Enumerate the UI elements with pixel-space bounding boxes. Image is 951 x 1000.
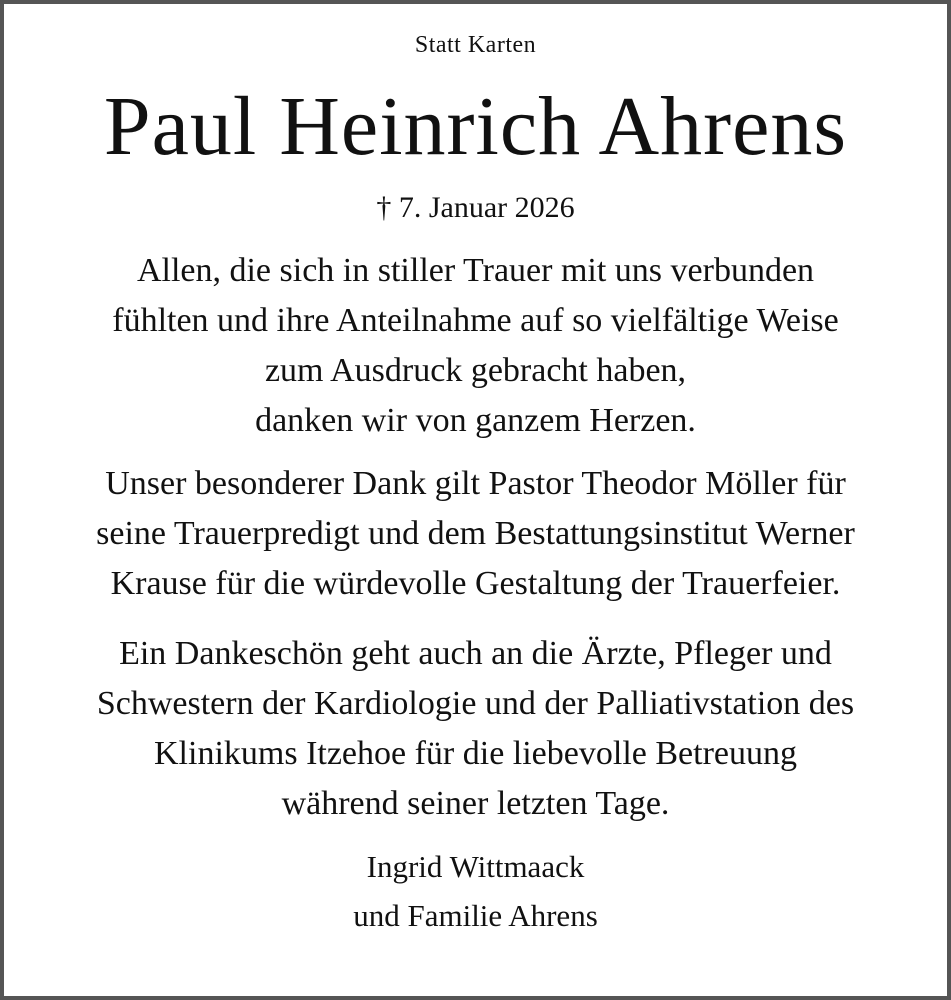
paragraph-line: Schwestern der Kardiologie und der Palliativstation des bbox=[96, 685, 855, 722]
deceased-name: Paul Heinrich Ahrens bbox=[103, 80, 848, 173]
signature-line: und Familie Ahrens bbox=[353, 898, 598, 933]
death-date: † 7. Januar 2026 bbox=[376, 191, 575, 224]
paragraph-line: Klinikums Itzehoe für die liebevolle Betreuung bbox=[154, 735, 797, 772]
paragraph-line: fühlten und ihre Anteilnahme auf so vielfältige Weise bbox=[112, 302, 839, 339]
thanks-paragraph-1 bbox=[4, 246, 947, 446]
paragraph-line: Krause für die würdevolle Gestaltung der Trauerfeier. bbox=[110, 565, 841, 602]
signature-line: Ingrid Wittmaack bbox=[366, 849, 585, 884]
paragraph-line: seine Trauerpredigt und dem Bestattungsinstitut Werner bbox=[96, 515, 855, 552]
paragraph-line: danken wir von ganzem Herzen. bbox=[255, 402, 696, 439]
paragraph-line: Allen, die sich in stiller Trauer mit uns verbunden bbox=[136, 252, 815, 289]
paragraph-line: während seiner letzten Tage. bbox=[281, 785, 670, 822]
thanks-paragraph-3 bbox=[4, 629, 947, 829]
thanks-paragraph-2 bbox=[4, 459, 947, 609]
preheading: Statt Karten bbox=[414, 32, 537, 58]
paragraph-line: Unser besonderer Dank gilt Pastor Theodor Möller für bbox=[105, 465, 846, 502]
paragraph-line: zum Ausdruck gebracht haben, bbox=[264, 352, 687, 389]
signature bbox=[4, 842, 947, 940]
paragraph-line: Ein Dankeschön geht auch an die Ärzte, Pfleger und bbox=[119, 635, 832, 672]
